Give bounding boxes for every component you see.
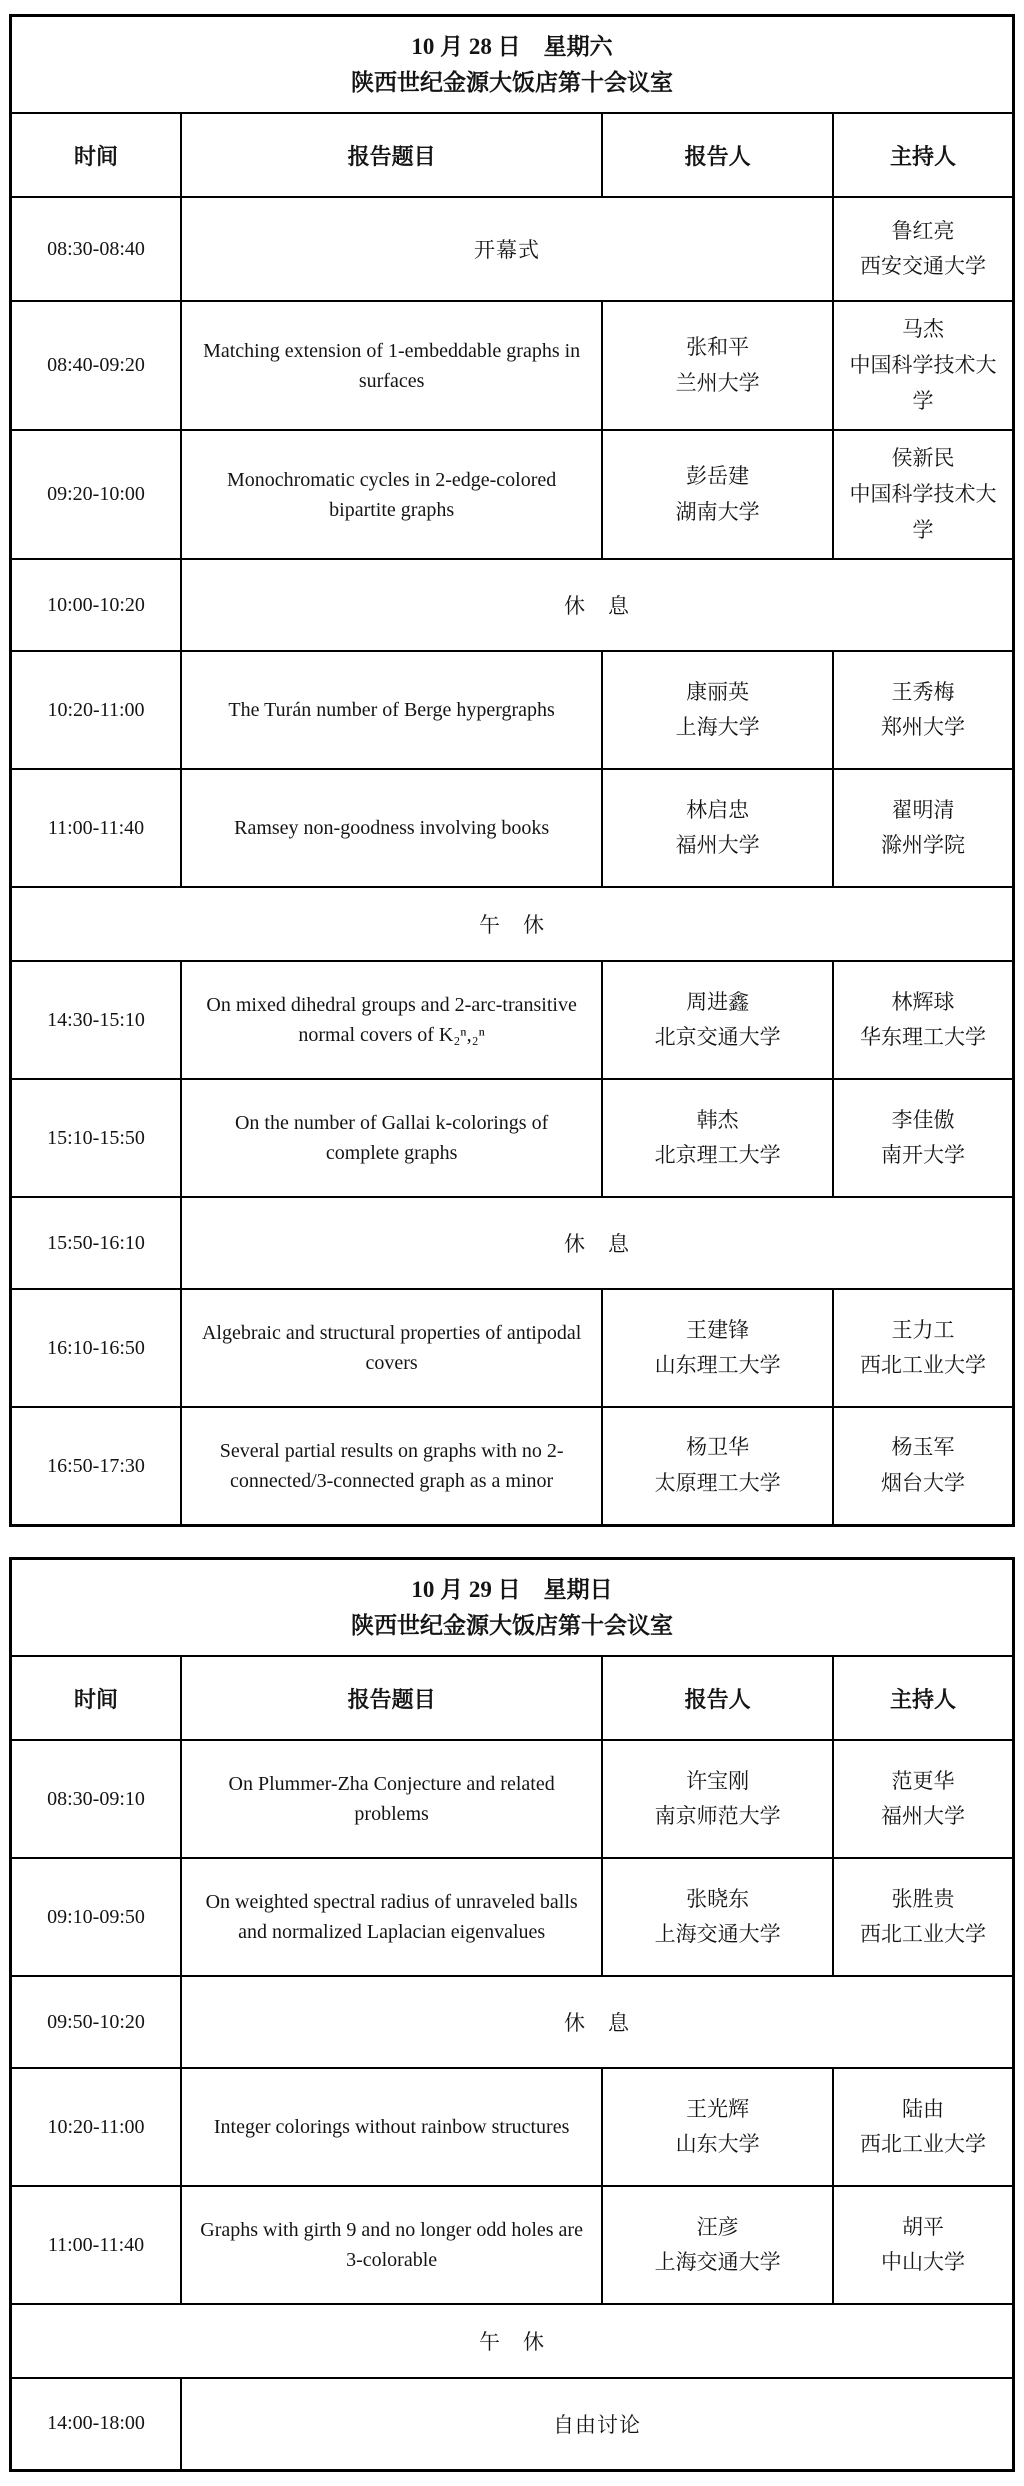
chair-name: 鲁红亮 bbox=[891, 218, 955, 243]
table-row-break bbox=[11, 1197, 1014, 1289]
caption-cell bbox=[11, 16, 1014, 114]
time-cell: 15:10-15:50 bbox=[11, 1079, 182, 1197]
speaker-name: 彭岳建 bbox=[686, 464, 750, 489]
speaker-cell bbox=[602, 961, 833, 1079]
time-cell: 10:00-10:20 bbox=[11, 559, 182, 651]
break-label: 休 息 bbox=[181, 1976, 1014, 2068]
time-cell: 15:50-16:10 bbox=[11, 1197, 182, 1289]
talk-title: On the number of Gallai k-colorings of complete graphs bbox=[181, 1079, 602, 1197]
session-venue: 陕西世纪金源大饭店第十会议室 bbox=[351, 1612, 673, 1638]
time-cell: 09:20-10:00 bbox=[11, 430, 182, 559]
talk-title: Algebraic and structural properties of antipodal covers bbox=[181, 1289, 602, 1407]
table-row-talk bbox=[11, 1740, 1014, 1858]
speaker-university: 福州大学 bbox=[675, 833, 760, 858]
speaker-name: 周进鑫 bbox=[686, 989, 750, 1014]
time-cell: 08:40-09:20 bbox=[11, 301, 182, 430]
chair-name: 王力工 bbox=[891, 1317, 955, 1342]
table-row-talk bbox=[11, 2186, 1014, 2304]
chair-university: 西北工业大学 bbox=[859, 2132, 986, 2157]
speaker-cell bbox=[602, 301, 833, 430]
talk-title: On Plummer-Zha Conjecture and related problems bbox=[181, 1740, 602, 1858]
chair-cell bbox=[833, 1740, 1014, 1858]
time-cell: 09:10-09:50 bbox=[11, 1858, 182, 1976]
speaker-name: 许宝刚 bbox=[686, 1768, 750, 1793]
chair-cell bbox=[833, 651, 1014, 769]
speaker-cell bbox=[602, 1407, 833, 1525]
chair-name: 杨玉军 bbox=[891, 1435, 955, 1460]
speaker-name: 张和平 bbox=[686, 335, 750, 360]
chair-name: 陆由 bbox=[901, 2096, 944, 2121]
speaker-name: 康丽英 bbox=[686, 679, 750, 704]
time-cell: 08:30-09:10 bbox=[11, 1740, 182, 1858]
chair-name: 马杰 bbox=[901, 317, 944, 342]
speaker-university: 湖南大学 bbox=[675, 499, 760, 524]
chair-name: 翟明清 bbox=[891, 797, 955, 822]
talk-title: On mixed dihedral groups and 2-arc-transitive normal covers of K₂ⁿ,₂ⁿ bbox=[181, 961, 602, 1079]
column-header-row bbox=[11, 113, 1014, 197]
speaker-university: 山东大学 bbox=[675, 2132, 760, 2157]
speaker-name: 汪彦 bbox=[696, 2214, 739, 2239]
chair-university: 郑州大学 bbox=[880, 715, 965, 740]
speaker-cell bbox=[602, 769, 833, 887]
chair-university: 烟台大学 bbox=[880, 1471, 965, 1496]
speaker-cell bbox=[602, 430, 833, 559]
col-header-title: 报告题目 bbox=[181, 113, 602, 197]
talk-title: Integer colorings without rainbow structures bbox=[181, 2068, 602, 2186]
col-header-chair: 主持人 bbox=[833, 1656, 1014, 1740]
chair-university: 西安交通大学 bbox=[859, 254, 986, 279]
caption-row bbox=[11, 1558, 1014, 1656]
chair-university: 滁州学院 bbox=[880, 833, 965, 858]
speaker-name: 杨卫华 bbox=[686, 1435, 750, 1460]
talk-title: The Turán number of Berge hypergraphs bbox=[181, 651, 602, 769]
chair-name: 李佳傲 bbox=[891, 1107, 955, 1132]
speaker-university: 兰州大学 bbox=[675, 370, 760, 395]
time-cell: 11:00-11:40 bbox=[11, 769, 182, 887]
table-row-talk bbox=[11, 2068, 1014, 2186]
table-row-talk bbox=[11, 430, 1014, 559]
speaker-name: 张晓东 bbox=[686, 1886, 750, 1911]
chair-name: 张胜贵 bbox=[891, 1886, 955, 1911]
chair-university: 华东理工大学 bbox=[859, 1025, 986, 1050]
speaker-university: 北京交通大学 bbox=[654, 1025, 781, 1050]
speaker-university: 北京理工大学 bbox=[654, 1143, 781, 1168]
speaker-cell bbox=[602, 651, 833, 769]
lunch-break-label: 午 休 bbox=[11, 2304, 1014, 2378]
col-header-time: 时间 bbox=[11, 1656, 182, 1740]
chair-university: 南开大学 bbox=[880, 1143, 965, 1168]
chair-name: 侯新民 bbox=[891, 446, 955, 471]
speaker-cell bbox=[602, 2068, 833, 2186]
speaker-university: 太原理工大学 bbox=[654, 1471, 781, 1496]
table-row-talk bbox=[11, 769, 1014, 887]
table-row-free-discussion bbox=[11, 2378, 1014, 2470]
session-date: 10 月 28 日 星期六 bbox=[411, 34, 613, 59]
speaker-university: 上海交通大学 bbox=[654, 2250, 781, 2275]
time-cell: 16:10-16:50 bbox=[11, 1289, 182, 1407]
chair-cell bbox=[833, 430, 1014, 559]
col-header-speaker: 报告人 bbox=[602, 113, 833, 197]
chair-university: 西北工业大学 bbox=[859, 1922, 986, 1947]
table-row-talk bbox=[11, 1407, 1014, 1525]
time-cell: 14:00-18:00 bbox=[11, 2378, 182, 2470]
speaker-name: 林启忠 bbox=[686, 797, 750, 822]
table-row-talk bbox=[11, 1858, 1014, 1976]
speaker-name: 韩杰 bbox=[696, 1107, 739, 1132]
schedule-table-oct28 bbox=[9, 14, 1015, 1527]
talk-title: Several partial results on graphs with no 2-connected/3-connected graph as a minor bbox=[181, 1407, 602, 1525]
chair-name: 王秀梅 bbox=[891, 679, 955, 704]
chair-cell bbox=[833, 1289, 1014, 1407]
break-label: 休 息 bbox=[181, 559, 1014, 651]
column-header-row bbox=[11, 1656, 1014, 1740]
chair-cell bbox=[833, 1858, 1014, 1976]
chair-name: 林辉球 bbox=[891, 989, 955, 1014]
chair-cell bbox=[833, 1079, 1014, 1197]
chair-name: 胡平 bbox=[901, 2214, 944, 2239]
lunch-break-label: 午 休 bbox=[11, 887, 1014, 961]
speaker-university: 南京师范大学 bbox=[654, 1804, 781, 1829]
session-venue: 陕西世纪金源大饭店第十会议室 bbox=[351, 69, 673, 95]
chair-university: 中国科学技术大学 bbox=[849, 352, 997, 413]
talk-title: Matching extension of 1-embeddable graphs in surfaces bbox=[181, 301, 602, 430]
chair-cell bbox=[833, 961, 1014, 1079]
speaker-cell bbox=[602, 1079, 833, 1197]
chair-cell bbox=[833, 2068, 1014, 2186]
speaker-cell bbox=[602, 2186, 833, 2304]
chair-name: 范更华 bbox=[891, 1768, 955, 1793]
col-header-speaker: 报告人 bbox=[602, 1656, 833, 1740]
speaker-university: 山东理工大学 bbox=[654, 1353, 781, 1378]
free-discussion-label: 自由讨论 bbox=[181, 2378, 1014, 2470]
speaker-cell bbox=[602, 1289, 833, 1407]
time-cell: 14:30-15:10 bbox=[11, 961, 182, 1079]
chair-cell bbox=[833, 2186, 1014, 2304]
chair-university: 中国科学技术大学 bbox=[849, 482, 997, 542]
session-date: 10 月 29 日 星期日 bbox=[411, 1576, 613, 1602]
table-row-talk bbox=[11, 301, 1014, 430]
chair-cell bbox=[833, 301, 1014, 430]
speaker-university: 上海大学 bbox=[675, 715, 760, 740]
time-cell: 09:50-10:20 bbox=[11, 1976, 182, 2068]
col-header-time: 时间 bbox=[11, 113, 182, 197]
time-cell: 08:30-08:40 bbox=[11, 197, 182, 301]
time-cell: 10:20-11:00 bbox=[11, 2068, 182, 2186]
chair-cell bbox=[833, 1407, 1014, 1525]
speaker-cell bbox=[602, 1858, 833, 1976]
table-row-lunch-break bbox=[11, 2304, 1014, 2378]
col-header-title: 报告题目 bbox=[181, 1656, 602, 1740]
talk-title: Monochromatic cycles in 2-edge-colored bipartite graphs bbox=[181, 430, 602, 559]
chair-cell bbox=[833, 769, 1014, 887]
caption-row bbox=[11, 16, 1014, 114]
table-row-lunch-break bbox=[11, 887, 1014, 961]
time-cell: 10:20-11:00 bbox=[11, 651, 182, 769]
break-label: 休 息 bbox=[181, 1197, 1014, 1289]
table-row-opening bbox=[11, 197, 1014, 301]
time-cell: 11:00-11:40 bbox=[11, 2186, 182, 2304]
table-row-talk bbox=[11, 1289, 1014, 1407]
speaker-cell bbox=[602, 1740, 833, 1858]
table-row-break bbox=[11, 559, 1014, 651]
table-row-talk bbox=[11, 651, 1014, 769]
speaker-name: 王建锋 bbox=[686, 1317, 750, 1342]
opening-ceremony-label: 开幕式 bbox=[181, 197, 833, 301]
table-row-talk bbox=[11, 961, 1014, 1079]
table-row-talk bbox=[11, 1079, 1014, 1197]
col-header-chair: 主持人 bbox=[833, 113, 1014, 197]
talk-title: On weighted spectral radius of unraveled balls and normalized Laplacian eigenvalues bbox=[181, 1858, 602, 1976]
time-cell: 16:50-17:30 bbox=[11, 1407, 182, 1525]
chair-university: 福州大学 bbox=[880, 1804, 965, 1829]
chair-university: 中山大学 bbox=[880, 2250, 965, 2275]
talk-title: Ramsey non-goodness involving books bbox=[181, 769, 602, 887]
caption-cell bbox=[11, 1558, 1014, 1656]
talk-title: Graphs with girth 9 and no longer odd holes are 3-colorable bbox=[181, 2186, 602, 2304]
speaker-name: 王光辉 bbox=[686, 2096, 750, 2121]
chair-cell bbox=[833, 197, 1014, 301]
table-row-break bbox=[11, 1976, 1014, 2068]
schedule-table-oct29 bbox=[9, 1557, 1015, 2472]
chair-university: 西北工业大学 bbox=[859, 1353, 986, 1378]
speaker-university: 上海交通大学 bbox=[654, 1922, 781, 1947]
